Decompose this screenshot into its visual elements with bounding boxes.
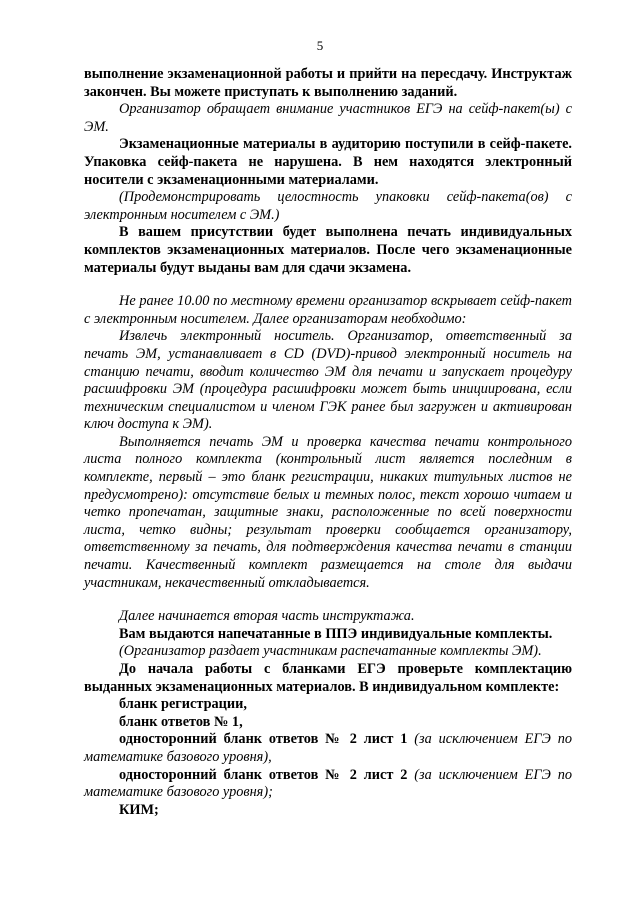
spacer	[84, 592, 572, 608]
paragraph-print-check: Выполняется печать ЭМ и проверка качества печати контрольного листа полного комплекта (контрольный лист является последним в комплекте, первый – это бланк регистрации, никаких титульных листов не предусмотрено): отсутствие белых и темных полос, текст хорошо читаем и четко пропечатан, защитные знаки, расположенные по всей поверхности листа, четко видны; результат проверки сообщается организатору, ответственному за печать, для подтверждения качества печати в станции печати. Качественный комплект размещается на столе для выдачи участникам, некачественный откладывается.	[84, 433, 572, 591]
paragraph-materials-arrived: Экзаменационные материалы в аудиторию поступили в сейф-пакете. Упаковка сейф-пакета не нарушена. В нем находятся электронный носители с экзаменационными материалами.	[84, 136, 572, 188]
paragraph-kits-issued: Вам выдаются напечатанные в ППЭ индивидуальные комплекты.	[119, 625, 553, 642]
list-item-answer-form-2-sheet-2	[84, 767, 572, 802]
list-item-answer-form-2-sheet-1	[84, 731, 572, 766]
paragraph-second-part: Далее начинается вторая часть инструктажа.	[119, 608, 415, 625]
paragraph-check-kit: До начала работы с бланками ЕГЭ проверьте комплектацию выданных экзаменационных материалов. В индивидуальном комплекте:	[84, 661, 572, 695]
list-item-kim: КИМ;	[119, 801, 159, 818]
list-item-bold-part: односторонний бланк ответов № 2 лист 2	[119, 766, 408, 783]
paragraph-organizer-note: Организатор обращает внимание участников ЕГЭ на сейф-пакет(ы) с ЭМ.	[84, 101, 572, 135]
document-body	[84, 66, 572, 819]
paragraph-organizer-distributes: (Организатор раздает участникам распечатанные комплекты ЭМ).	[119, 643, 542, 660]
list-item-answer-form-1: бланк ответов № 1,	[119, 713, 243, 730]
paragraph-printing-announcement: В вашем присутствии будет выполнена печать индивидуальных комплектов экзаменационных материалов. После чего экзаменационные материалы будут выданы вам для сдачи экзамена.	[84, 224, 572, 276]
paragraph-open-package: Не ранее 10.00 по местному времени организатор вскрывает сейф-пакет с электронным носителем. Далее организаторам необходимо:	[84, 293, 572, 327]
paragraph-extract-media: Извлечь электронный носитель. Организатор, ответственный за печать ЭМ, устанавливает в CD (DVD)-привод электронный носитель на станцию печати, вводит количество ЭМ для печати и запускает процедуру расшифровки ЭМ (процедура расшифровки может быть инициирована, если техническим специалистом и членом ГЭК ранее был загружен и активирован ключ доступа к ЭМ).	[84, 328, 572, 433]
spacer	[84, 277, 572, 293]
list-item-italic-part: (за исключением ЕГЭ по математике базового уровня),	[84, 731, 572, 765]
list-item-registration-form: бланк регистрации,	[119, 696, 247, 713]
paragraph-demonstrate: (Продемонстрировать целостность упаковки сейф-пакета(ов) с электронным носителем с ЭМ.)	[84, 189, 572, 223]
page-number: 5	[316, 38, 324, 53]
list-item-italic-part: (за исключением ЕГЭ по математике базового уровня);	[84, 766, 572, 801]
list-item-bold-part: односторонний бланк ответов № 2 лист 1	[119, 731, 408, 748]
paragraph-instruction-end: выполнение экзаменационной работы и прийти на пересдачу. Инструктаж закончен. Вы можете приступать к выполнению заданий.	[84, 66, 572, 100]
